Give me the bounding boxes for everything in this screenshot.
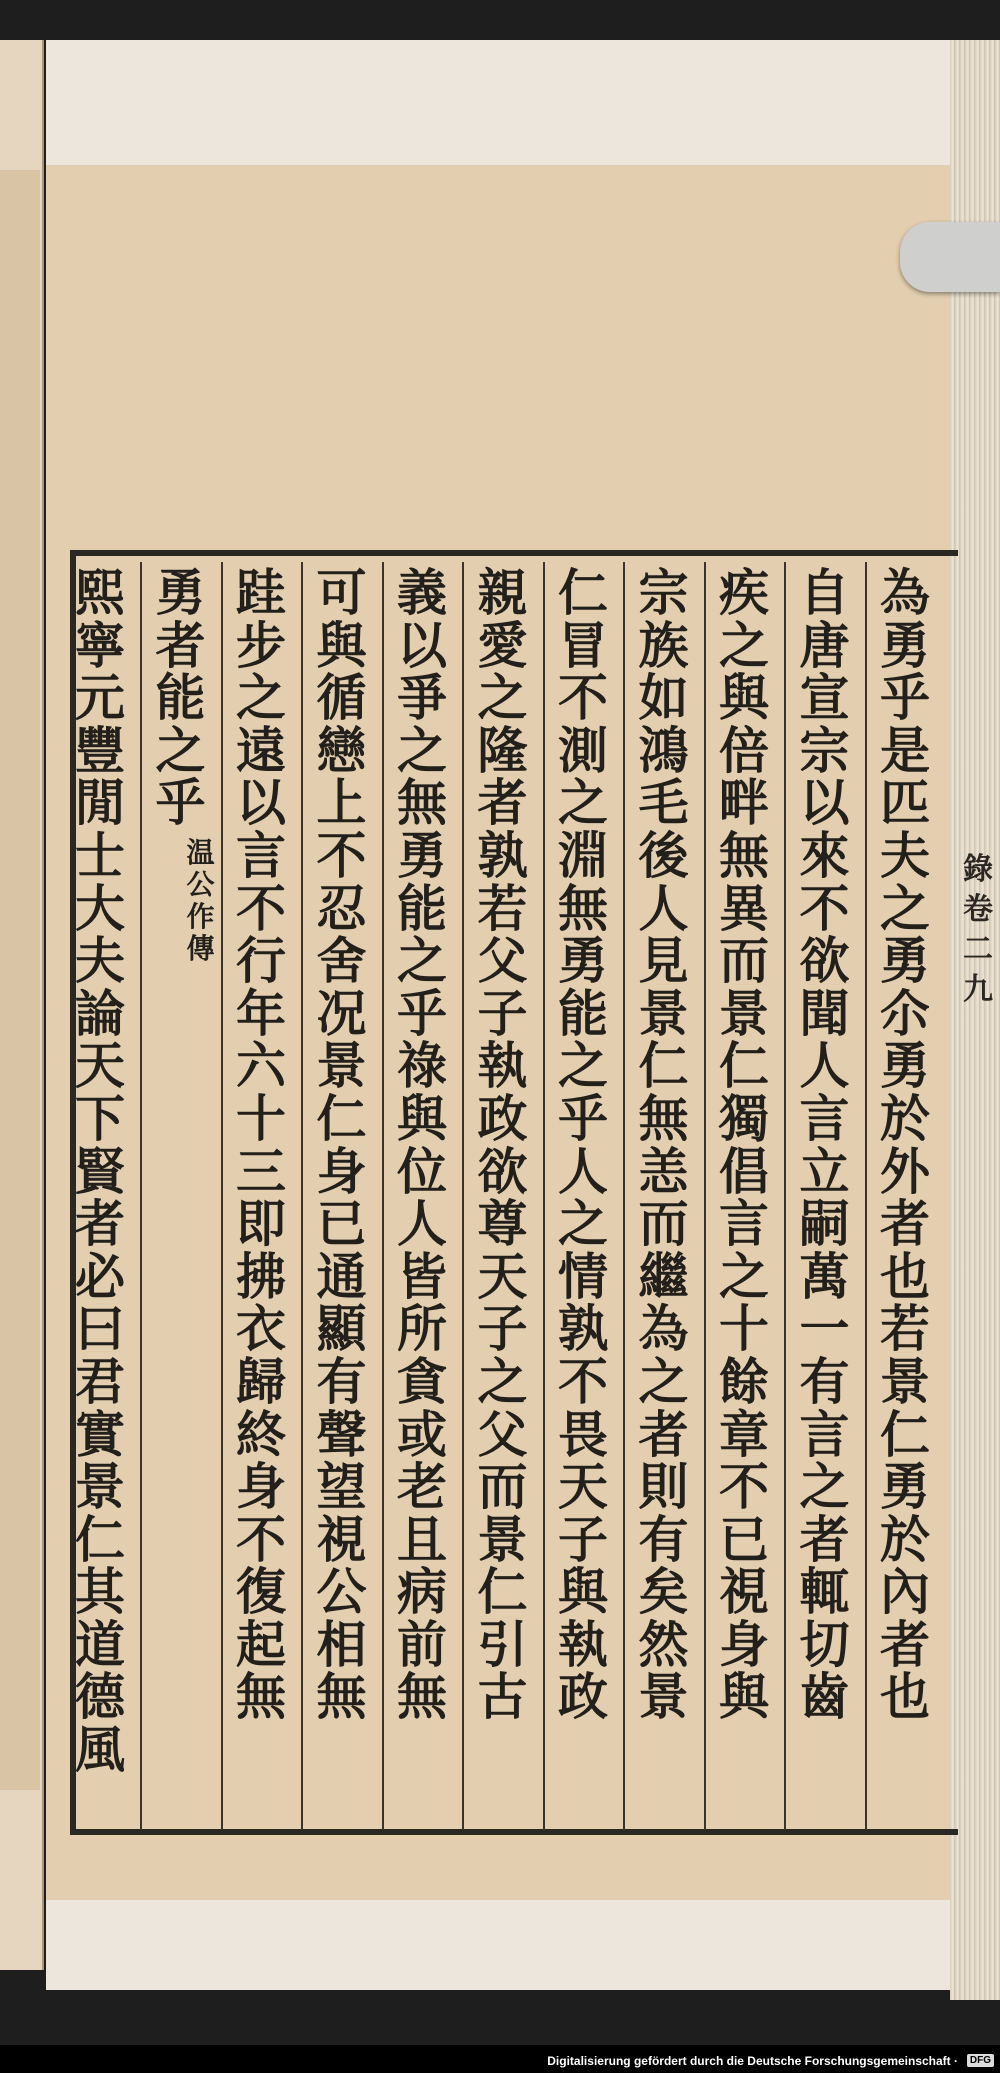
glyph: 論 xyxy=(75,983,125,1043)
glyph: 無 xyxy=(558,878,608,938)
glyph: 宗 xyxy=(799,720,850,780)
glyph: 而 xyxy=(477,1457,528,1517)
glyph: 之 xyxy=(558,1194,608,1254)
glyph: 况 xyxy=(316,983,367,1043)
glyph: 風 xyxy=(75,1720,125,1780)
glyph: 宗 xyxy=(638,563,689,622)
glyph: 十 xyxy=(719,1299,769,1359)
glyph: 位 xyxy=(397,1141,447,1201)
glyph: 皆 xyxy=(397,1246,447,1306)
glyph: 而 xyxy=(638,1194,689,1254)
column-rule xyxy=(382,562,384,1830)
glyph: 孰 xyxy=(558,1299,608,1359)
glyph: 勇 xyxy=(880,1036,930,1096)
note-glyph: 作 xyxy=(186,899,215,933)
glyph: 淵 xyxy=(558,825,608,885)
glyph: 毛 xyxy=(638,773,689,833)
note-glyph: 傳 xyxy=(186,931,215,965)
glyph: 父 xyxy=(477,1404,528,1464)
glyph: 唐 xyxy=(799,615,850,675)
dfg-logo: DFG xyxy=(967,2054,994,2067)
glyph: 之 xyxy=(880,878,930,938)
glyph: 政 xyxy=(558,1667,608,1727)
glyph: 不 xyxy=(236,878,286,938)
glyph: 所 xyxy=(397,1299,447,1359)
glyph: 且 xyxy=(397,1509,447,1569)
glyph: 不 xyxy=(799,878,850,938)
glyph: 言 xyxy=(799,1088,850,1148)
glyph: 跬 xyxy=(236,563,286,622)
glyph: 後 xyxy=(638,825,689,885)
glyph: 情 xyxy=(558,1246,608,1306)
footer-bar xyxy=(0,2045,1000,2073)
glyph: 言 xyxy=(799,1404,850,1464)
glyph: 衣 xyxy=(236,1299,286,1359)
glyph: 測 xyxy=(558,720,608,780)
glyph: 身 xyxy=(236,1457,286,1517)
glyph: 父 xyxy=(477,931,528,991)
glyph: 前 xyxy=(397,1614,447,1674)
glyph: 者 xyxy=(880,1614,930,1674)
glyph: 仁 xyxy=(477,1562,528,1622)
glyph: 病 xyxy=(397,1562,447,1622)
glyph: 不 xyxy=(236,1509,286,1569)
glyph: 忍 xyxy=(316,878,367,938)
text-column xyxy=(549,563,617,1830)
glyph: 不 xyxy=(558,1351,608,1411)
glyph: 餘 xyxy=(719,1351,769,1411)
glyph: 仁 xyxy=(880,1404,930,1464)
glyph: 士 xyxy=(75,825,125,885)
glyph: 與 xyxy=(719,1667,769,1727)
glyph: 章 xyxy=(719,1404,769,1464)
left-page-paper xyxy=(0,170,40,1790)
glyph: 是 xyxy=(880,720,930,780)
glyph: 萬 xyxy=(799,1246,850,1306)
glyph: 不 xyxy=(316,825,367,885)
glyph: 無 xyxy=(316,1667,367,1727)
glyph: 景 xyxy=(719,983,769,1043)
glyph: 與 xyxy=(558,1562,608,1622)
glyph: 無 xyxy=(719,825,769,885)
glyph: 德 xyxy=(75,1667,125,1727)
glyph: 已 xyxy=(719,1509,769,1569)
column-rule xyxy=(784,562,786,1830)
glyph: 執 xyxy=(558,1614,608,1674)
glyph: 寧 xyxy=(75,615,125,675)
glyph: 以 xyxy=(397,615,447,675)
glyph: 政 xyxy=(477,1088,528,1148)
glyph: 隆 xyxy=(477,720,528,780)
glyph: 之 xyxy=(638,1351,689,1411)
glyph: 下 xyxy=(75,1088,125,1148)
glyph: 之 xyxy=(236,668,286,728)
glyph: 之 xyxy=(477,1351,528,1411)
glyph: 其 xyxy=(75,1562,125,1622)
glyph: 有 xyxy=(316,1351,367,1411)
glyph: 人 xyxy=(799,1036,850,1096)
glyph: 歸 xyxy=(236,1351,286,1411)
glyph: 豐 xyxy=(75,720,125,780)
glyph: 如 xyxy=(638,668,689,728)
glyph: 仁 xyxy=(75,1509,125,1569)
glyph: 顯 xyxy=(316,1299,367,1359)
column-rule xyxy=(623,562,625,1830)
glyph: 之 xyxy=(799,1457,850,1517)
glyph: 倍 xyxy=(719,720,769,780)
column-rule xyxy=(865,562,867,1830)
glyph: 無 xyxy=(397,1667,447,1727)
glyph: 子 xyxy=(558,1509,608,1569)
glyph: 族 xyxy=(638,615,689,675)
glyph: 尒 xyxy=(880,983,930,1043)
note-glyph: 公 xyxy=(186,867,215,901)
text-column xyxy=(147,563,215,1830)
column-rule xyxy=(543,562,545,1830)
glyph: 之 xyxy=(719,615,769,675)
column-rule xyxy=(221,562,223,1830)
glyph: 畏 xyxy=(558,1404,608,1464)
glyph: 景 xyxy=(638,983,689,1043)
glyph: 乎 xyxy=(397,983,447,1043)
glyph: 一 xyxy=(799,1299,850,1359)
glyph: 立 xyxy=(799,1141,850,1201)
glyph: 景 xyxy=(880,1351,930,1411)
glyph: 行 xyxy=(236,931,286,991)
margin-glyph: 九 xyxy=(963,972,993,1007)
glyph: 夫 xyxy=(75,931,125,991)
glyph: 三 xyxy=(236,1141,286,1201)
glyph: 拂 xyxy=(236,1246,286,1306)
margin-glyph: 錄 xyxy=(963,852,993,887)
glyph: 有 xyxy=(638,1509,689,1569)
glyph: 者 xyxy=(155,615,206,675)
glyph: 視 xyxy=(316,1509,367,1569)
glyph: 通 xyxy=(316,1246,367,1306)
column-rule xyxy=(462,562,464,1830)
glyph: 勇 xyxy=(397,825,447,885)
glyph: 可 xyxy=(316,563,367,622)
glyph: 也 xyxy=(880,1667,930,1727)
glyph: 起 xyxy=(236,1614,286,1674)
glyph: 內 xyxy=(880,1562,930,1622)
glyph: 終 xyxy=(236,1404,286,1464)
glyph: 子 xyxy=(477,983,528,1043)
glyph: 望 xyxy=(316,1457,367,1517)
glyph: 嗣 xyxy=(799,1194,850,1254)
glyph: 乎 xyxy=(558,1088,608,1148)
glyph: 景 xyxy=(75,1457,125,1517)
glyph: 遠 xyxy=(236,720,286,780)
glyph: 與 xyxy=(719,668,769,728)
glyph: 於 xyxy=(880,1088,930,1148)
glyph: 之 xyxy=(477,668,528,728)
text-column xyxy=(871,563,939,1830)
glyph: 欲 xyxy=(799,931,850,991)
glyph: 鴻 xyxy=(638,720,689,780)
glyph: 尊 xyxy=(477,1194,528,1254)
glyph: 親 xyxy=(477,563,528,622)
glyph: 步 xyxy=(236,615,286,675)
glyph: 輒 xyxy=(799,1562,850,1622)
glyph: 不 xyxy=(719,1457,769,1517)
glyph: 然 xyxy=(638,1614,689,1674)
footer-credit: Digitalisierung gefördert durch die Deutsche Forschungsgemeinschaft · xyxy=(547,2054,958,2068)
glyph: 執 xyxy=(477,1036,528,1096)
glyph: 者 xyxy=(638,1404,689,1464)
glyph: 恙 xyxy=(638,1141,689,1201)
glyph: 熙 xyxy=(75,563,125,622)
glyph: 十 xyxy=(236,1088,286,1148)
annotation-note xyxy=(186,835,215,967)
glyph: 匹 xyxy=(880,773,930,833)
glyph: 無 xyxy=(397,773,447,833)
glyph: 能 xyxy=(558,983,608,1043)
glyph: 者 xyxy=(880,1194,930,1254)
text-column xyxy=(630,563,698,1830)
glyph: 有 xyxy=(799,1351,850,1411)
glyph: 人 xyxy=(558,1141,608,1201)
glyph: 人 xyxy=(397,1194,447,1254)
glyph: 者 xyxy=(75,1194,125,1254)
glyph: 見 xyxy=(638,931,689,991)
glyph: 若 xyxy=(477,878,528,938)
glyph: 勇 xyxy=(558,931,608,991)
glyph: 勇 xyxy=(155,563,206,622)
glyph: 以 xyxy=(799,773,850,833)
column-rule xyxy=(704,562,706,1830)
glyph: 之 xyxy=(558,1036,608,1096)
glyph: 爭 xyxy=(397,668,447,728)
glyph: 引 xyxy=(477,1614,528,1674)
glyph: 之 xyxy=(719,1246,769,1306)
glyph: 勇 xyxy=(880,1457,930,1517)
glyph: 也 xyxy=(880,1246,930,1306)
text-column xyxy=(469,563,537,1830)
glyph: 道 xyxy=(75,1614,125,1674)
glyph: 之 xyxy=(397,720,447,780)
text-column xyxy=(66,563,134,1830)
glyph: 與 xyxy=(397,1088,447,1148)
margin-glyph: 卷 xyxy=(963,892,993,927)
glyph: 仁 xyxy=(719,1036,769,1096)
glyph: 欲 xyxy=(477,1141,528,1201)
glyph: 人 xyxy=(638,878,689,938)
glyph: 賢 xyxy=(75,1141,125,1201)
glyph: 子 xyxy=(477,1299,528,1359)
glyph: 聞 xyxy=(799,983,850,1043)
glyph: 身 xyxy=(719,1614,769,1674)
text-column xyxy=(227,563,295,1830)
glyph: 乎 xyxy=(880,668,930,728)
glyph: 之 xyxy=(155,720,206,780)
glyph: 君 xyxy=(75,1351,125,1411)
glyph: 古 xyxy=(477,1667,528,1727)
glyph: 必 xyxy=(75,1246,125,1306)
glyph: 視 xyxy=(719,1562,769,1622)
glyph: 異 xyxy=(719,878,769,938)
glyph: 畔 xyxy=(719,773,769,833)
glyph: 獨 xyxy=(719,1088,769,1148)
glyph: 義 xyxy=(397,563,447,622)
glyph: 能 xyxy=(397,878,447,938)
glyph: 愛 xyxy=(477,615,528,675)
bookmark-clip xyxy=(900,222,1000,292)
glyph: 疾 xyxy=(719,563,769,622)
glyph: 之 xyxy=(558,773,608,833)
glyph: 貪 xyxy=(397,1351,447,1411)
glyph: 聲 xyxy=(316,1404,367,1464)
glyph: 天 xyxy=(558,1457,608,1517)
glyph: 外 xyxy=(880,1141,930,1201)
glyph: 景 xyxy=(638,1667,689,1727)
glyph: 老 xyxy=(397,1457,447,1517)
glyph: 舍 xyxy=(316,931,367,991)
glyph: 即 xyxy=(236,1194,286,1254)
glyph: 繼 xyxy=(638,1246,689,1306)
text-column xyxy=(388,563,456,1830)
glyph: 年 xyxy=(236,983,286,1043)
glyph: 不 xyxy=(558,668,608,728)
glyph: 身 xyxy=(316,1141,367,1201)
glyph: 則 xyxy=(638,1457,689,1517)
glyph: 循 xyxy=(316,668,367,728)
glyph: 自 xyxy=(799,563,850,622)
text-column xyxy=(710,563,778,1830)
text-column xyxy=(791,563,859,1830)
glyph: 天 xyxy=(477,1246,528,1306)
glyph: 天 xyxy=(75,1036,125,1096)
glyph: 六 xyxy=(236,1036,286,1096)
glyph: 大 xyxy=(75,878,125,938)
column-rule xyxy=(301,562,303,1830)
glyph: 若 xyxy=(880,1299,930,1359)
glyph: 夫 xyxy=(880,825,930,885)
glyph: 矣 xyxy=(638,1562,689,1622)
glyph: 景 xyxy=(316,1036,367,1096)
glyph: 上 xyxy=(316,773,367,833)
glyph: 於 xyxy=(880,1509,930,1569)
glyph: 無 xyxy=(638,1088,689,1148)
glyph: 仁 xyxy=(638,1036,689,1096)
glyph: 與 xyxy=(316,615,367,675)
glyph: 來 xyxy=(799,825,850,885)
glyph: 已 xyxy=(316,1194,367,1254)
glyph: 倡 xyxy=(719,1141,769,1201)
margin-glyph: 二 xyxy=(963,932,993,967)
text-column xyxy=(308,563,376,1830)
glyph: 者 xyxy=(799,1509,850,1569)
glyph: 齒 xyxy=(799,1667,850,1727)
glyph: 公 xyxy=(316,1562,367,1622)
glyph: 元 xyxy=(75,668,125,728)
margin-title xyxy=(958,850,998,1490)
glyph: 冒 xyxy=(558,615,608,675)
glyph: 孰 xyxy=(477,825,528,885)
glyph: 宣 xyxy=(799,668,850,728)
glyph: 復 xyxy=(236,1562,286,1622)
glyph: 相 xyxy=(316,1614,367,1674)
glyph: 之 xyxy=(397,931,447,991)
column-rule xyxy=(140,562,142,1830)
note-glyph: 温 xyxy=(186,835,215,869)
glyph: 仁 xyxy=(558,563,608,622)
glyph: 閒 xyxy=(75,773,125,833)
glyph: 為 xyxy=(638,1299,689,1359)
glyph: 景 xyxy=(477,1509,528,1569)
glyph: 戀 xyxy=(316,720,367,780)
glyph: 或 xyxy=(397,1404,447,1464)
glyph: 者 xyxy=(477,773,528,833)
glyph: 乎 xyxy=(155,773,206,833)
glyph: 曰 xyxy=(75,1299,125,1359)
glyph: 勇 xyxy=(880,931,930,991)
glyph: 祿 xyxy=(397,1036,447,1096)
glyph: 無 xyxy=(236,1667,286,1727)
glyph: 實 xyxy=(75,1404,125,1464)
glyph: 勇 xyxy=(880,615,930,675)
glyph: 仁 xyxy=(316,1088,367,1148)
glyph: 言 xyxy=(719,1194,769,1254)
glyph: 為 xyxy=(880,563,930,622)
glyph: 能 xyxy=(155,668,206,728)
glyph: 而 xyxy=(719,931,769,991)
glyph: 以 xyxy=(236,773,286,833)
glyph: 切 xyxy=(799,1614,850,1674)
glyph: 言 xyxy=(236,825,286,885)
